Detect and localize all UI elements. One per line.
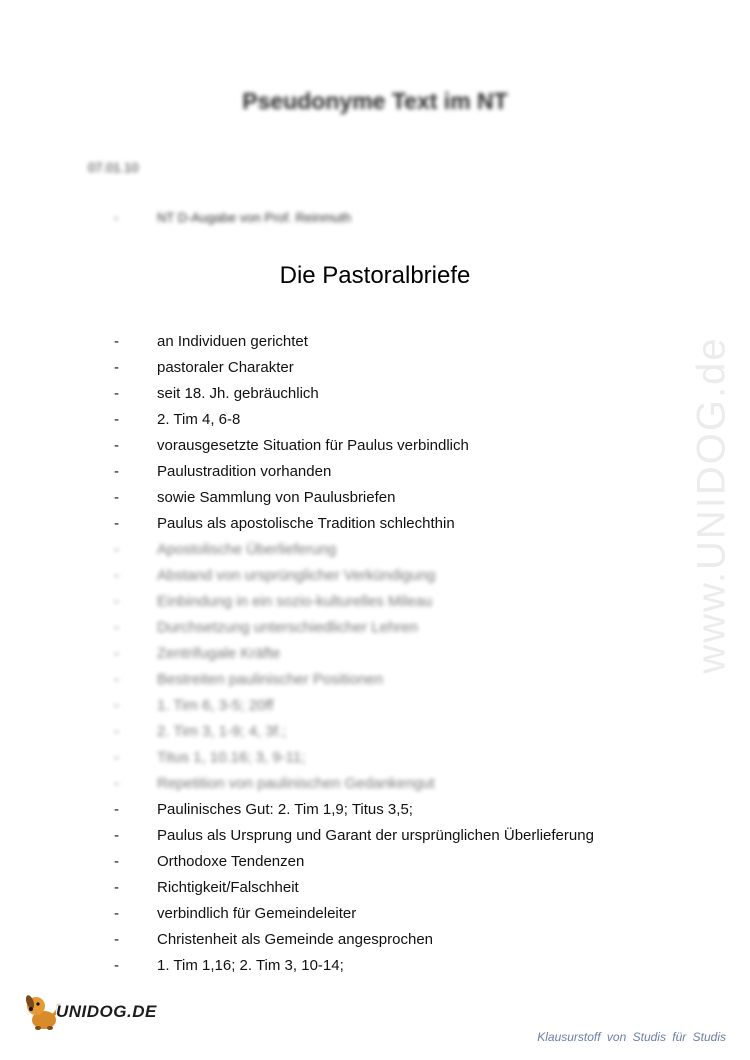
bullet-dash: -	[114, 567, 119, 584]
bullet-dash: -	[114, 385, 119, 402]
list-item-text: an Individuen gerichtet	[157, 333, 308, 350]
footer-logo[interactable]	[22, 990, 162, 1040]
list-item-text: Abstand von ursprünglicher Verkündigung	[157, 567, 436, 584]
list-item-text: seit 18. Jh. gebräuchlich	[157, 385, 319, 402]
logo-text: UNIDOG.DE	[56, 1002, 157, 1021]
list-item-text: Repetition von paulinischen Gedankengut	[157, 775, 435, 792]
bullet-dash: -	[114, 853, 119, 870]
list-item-text: 1. Tim 6, 3-5; 20ff	[157, 697, 274, 714]
document-title: Pseudonyme Text im NT	[242, 88, 508, 114]
bullet-dash: -	[114, 489, 119, 506]
list-item	[0, 488, 700, 508]
footer-tagline: Klausurstoff von Studis für Studis	[537, 1030, 726, 1044]
list-item	[0, 592, 700, 612]
bullet-dash: -	[114, 671, 119, 688]
list-item-text: Paulinisches Gut: 2. Tim 1,9; Titus 3,5;	[157, 801, 413, 818]
list-item	[0, 670, 700, 690]
list-item	[0, 904, 700, 924]
list-item	[0, 462, 700, 482]
list-item	[0, 566, 700, 586]
list-item-text: Einbindung in ein sozio-kulturelles Mileau	[157, 593, 433, 610]
list-item	[0, 800, 700, 820]
bullet-dash: -	[114, 541, 119, 558]
list-item	[0, 384, 700, 404]
list-item	[0, 748, 700, 768]
list-item	[0, 930, 700, 950]
list-item-text: Zentrifugale Kräfte	[157, 645, 281, 662]
list-item	[0, 332, 700, 352]
list-item	[0, 852, 700, 872]
bullet-dash: -	[114, 879, 119, 896]
list-item	[0, 358, 700, 378]
list-item-text: Richtigkeit/Falschheit	[157, 879, 299, 896]
bullet-dash: -	[114, 749, 119, 766]
bullet-dash: -	[114, 775, 119, 792]
list-item-text: Paulus als Ursprung und Garant der ursprünglichen Überlieferung	[157, 827, 594, 844]
bullet-dash: -	[114, 957, 119, 974]
list-item-text: Paulus als apostolische Tradition schlechthin	[157, 515, 455, 532]
list-item	[0, 514, 700, 534]
list-item-text: Orthodoxe Tendenzen	[157, 853, 305, 870]
list-item-text: vorausgesetzte Situation für Paulus verbindlich	[157, 437, 469, 454]
list-item	[0, 540, 700, 560]
intro-item-text: NT D-Augabe von Prof. Reinmuth	[157, 210, 352, 225]
list-item-text: 1. Tim 1,16; 2. Tim 3, 10-14;	[157, 957, 344, 974]
bullet-dash: -	[114, 210, 119, 225]
bullet-dash: -	[114, 411, 119, 428]
list-item	[0, 436, 700, 456]
bullet-dash: -	[114, 905, 119, 922]
list-item-text: Bestreiten paulinischer Positionen	[157, 671, 383, 688]
bullet-dash: -	[114, 697, 119, 714]
list-item	[0, 618, 700, 638]
list-item	[0, 696, 700, 716]
intro-list-item	[0, 208, 700, 228]
list-item-text: 2. Tim 3, 1-9; 4, 3f.;	[157, 723, 287, 740]
bullet-dash: -	[114, 801, 119, 818]
watermark: www.UNIDOG.de	[689, 336, 734, 674]
bullet-dash: -	[114, 593, 119, 610]
list-item-text: pastoraler Charakter	[157, 359, 294, 376]
bullet-dash: -	[114, 437, 119, 454]
list-item	[0, 826, 700, 846]
bullet-dash: -	[114, 645, 119, 662]
list-item	[0, 774, 700, 794]
list-item	[0, 410, 700, 430]
bullet-dash: -	[114, 333, 119, 350]
bullet-dash: -	[114, 619, 119, 636]
section-heading: Die Pastoralbriefe	[279, 262, 471, 289]
list-item-text: Christenheit als Gemeinde angesprochen	[157, 931, 433, 948]
bullet-dash: -	[114, 359, 119, 376]
document-date: 07.01.10	[88, 160, 139, 175]
bullet-dash: -	[114, 723, 119, 740]
list-item-text: sowie Sammlung von Paulusbriefen	[157, 489, 396, 506]
bullet-dash: -	[114, 463, 119, 480]
list-item-text: Paulustradition vorhanden	[157, 463, 332, 480]
list-item-text: 2. Tim 4, 6-8	[157, 411, 241, 428]
list-item	[0, 878, 700, 898]
list-item-text: Titus 1, 10.16; 3, 9-11;	[157, 749, 306, 766]
list-item	[0, 956, 700, 976]
bullet-dash: -	[114, 827, 119, 844]
bullet-dash: -	[114, 515, 119, 532]
bullet-dash: -	[114, 931, 119, 948]
list-item-text: verbindlich für Gemeindeleiter	[157, 905, 357, 922]
list-item-text: Durchsetzung unterschiedlicher Lehren	[157, 619, 418, 636]
list-item-text: Apostolische Überlieferung	[157, 541, 337, 558]
list-item	[0, 644, 700, 664]
list-item	[0, 722, 700, 742]
